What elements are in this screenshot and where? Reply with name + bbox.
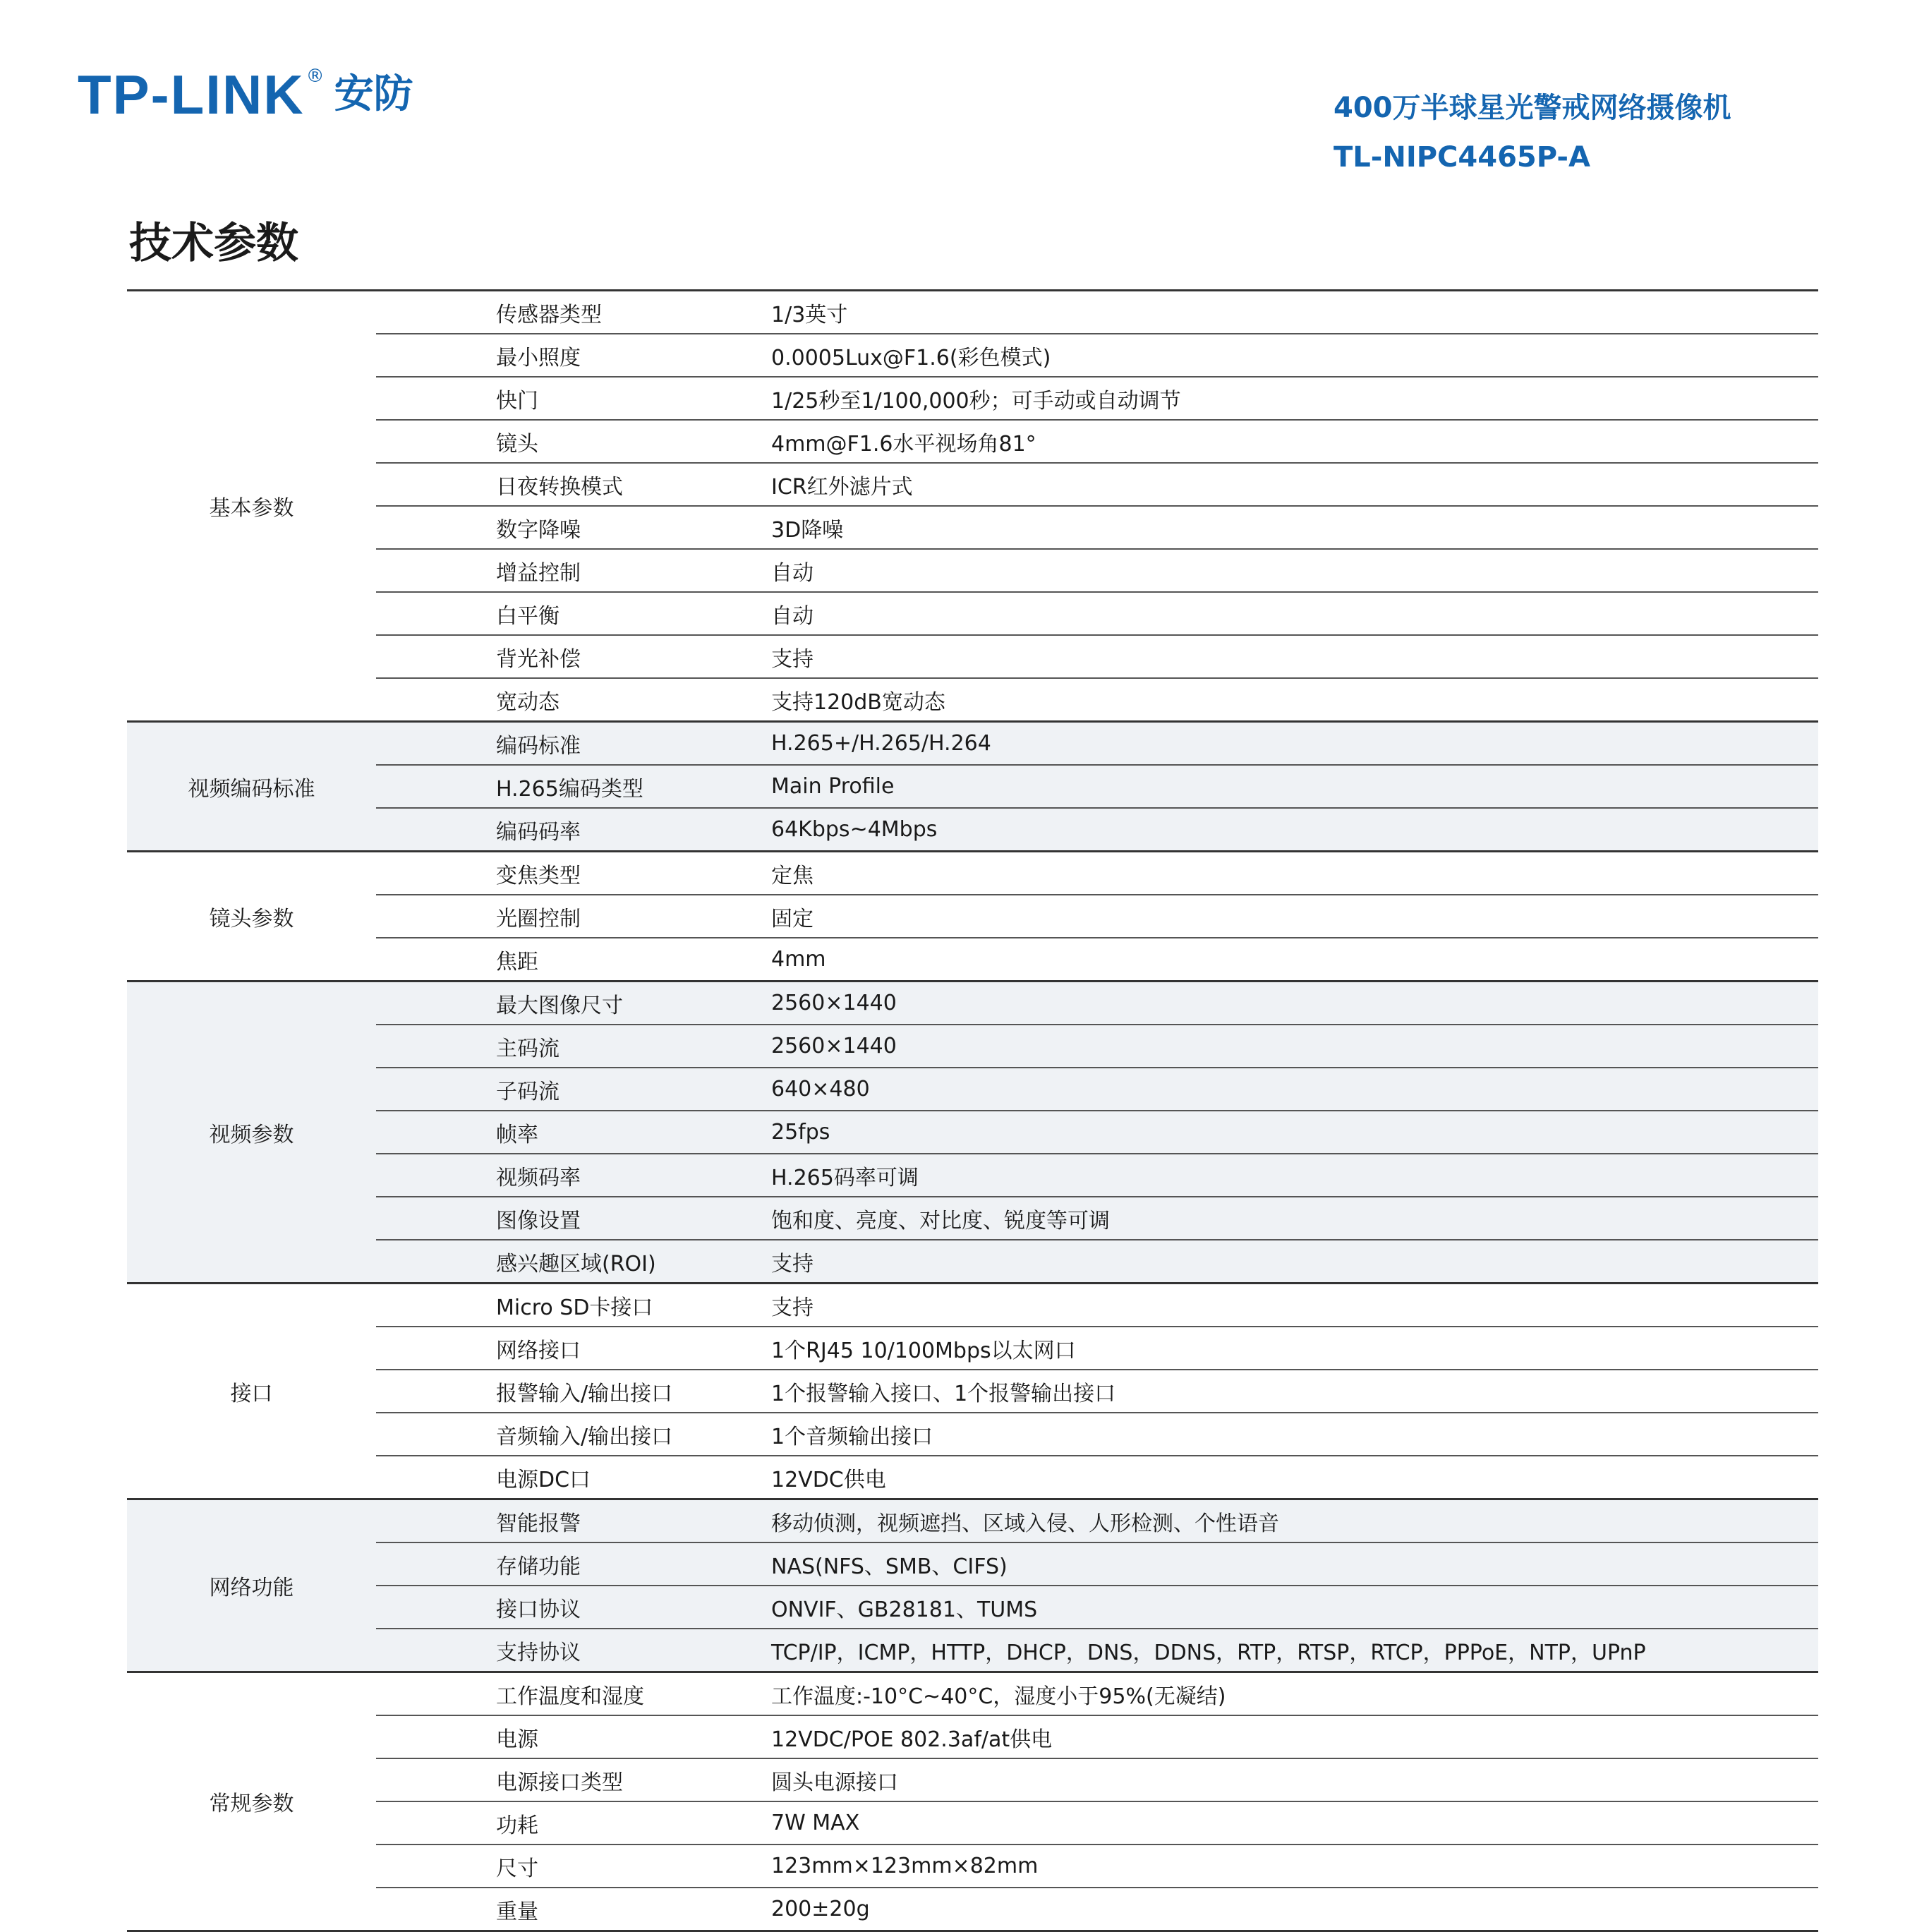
product-info xyxy=(1334,83,1731,182)
spec-key: H.265编码类型 xyxy=(496,776,643,802)
spec-key: 主码流 xyxy=(496,1036,560,1061)
spec-key: 网络接口 xyxy=(496,1338,581,1363)
spec-key: 背光补偿 xyxy=(496,646,581,672)
spec-table xyxy=(127,289,1818,1932)
spec-value: ICR红外滤片式 xyxy=(771,474,913,500)
spec-group xyxy=(127,982,1818,1284)
group-label: 视频编码标准 xyxy=(188,776,315,802)
spec-value: 12VDC/POE 802.3af/at供电 xyxy=(771,1727,1053,1752)
spec-key: 快门 xyxy=(496,388,538,413)
spec-key: 电源DC口 xyxy=(496,1467,591,1492)
spec-value: 1/25秒至1/100,000秒；可手动或自动调节 xyxy=(771,388,1181,413)
spec-row xyxy=(376,1370,1818,1413)
spec-row xyxy=(376,1802,1818,1845)
spec-value: H.265码率可调 xyxy=(771,1165,919,1190)
spec-key: 工作温度和湿度 xyxy=(496,1684,644,1709)
section-title: 技术参数 xyxy=(129,219,298,268)
spec-row xyxy=(376,1759,1818,1802)
spec-value: 圆头电源接口 xyxy=(771,1770,898,1795)
spec-value: 支持 xyxy=(771,646,814,672)
group-label: 镜头参数 xyxy=(209,906,294,931)
spec-row xyxy=(376,1327,1818,1370)
spec-row xyxy=(376,464,1818,507)
spec-value: ONVIF、GB28181、TUMS xyxy=(771,1597,1038,1622)
spec-row xyxy=(376,1586,1818,1629)
spec-group xyxy=(127,1284,1818,1500)
group-label: 基本参数 xyxy=(209,496,294,521)
spec-value: 7W MAX xyxy=(771,1811,860,1835)
spec-key: 焦距 xyxy=(496,949,538,974)
spec-key: 音频输入/输出接口 xyxy=(496,1424,673,1449)
spec-value: 移动侦测，视频遮挡、区域入侵、人形检测、个性语音 xyxy=(771,1511,1279,1536)
group-label: 网络功能 xyxy=(209,1576,294,1600)
spec-key: 镜头 xyxy=(496,431,538,457)
logo-cn-text: 安防 xyxy=(334,71,413,117)
spec-key: 最小照度 xyxy=(496,345,581,370)
spec-row xyxy=(376,1716,1818,1759)
spec-value: NAS(NFS、SMB、CIFS) xyxy=(771,1554,1008,1579)
spec-row xyxy=(376,938,1818,980)
spec-row xyxy=(376,1154,1818,1197)
product-model: TL-NIPC4465P-A xyxy=(1334,141,1590,174)
spec-key: 日夜转换模式 xyxy=(496,474,623,500)
spec-value: 200±20g xyxy=(771,1897,870,1921)
spec-group xyxy=(127,723,1818,852)
spec-row xyxy=(376,895,1818,938)
spec-row xyxy=(376,378,1818,421)
registered-mark: ® xyxy=(306,66,325,87)
spec-row xyxy=(376,766,1818,809)
group-rows xyxy=(376,291,1818,720)
spec-key: 帧率 xyxy=(496,1122,538,1147)
spec-row xyxy=(376,809,1818,850)
spec-row xyxy=(376,1413,1818,1456)
spec-row xyxy=(376,1068,1818,1111)
brand-logo xyxy=(78,64,413,126)
spec-row xyxy=(376,421,1818,464)
spec-key: 编码码率 xyxy=(496,819,581,845)
spec-key: 图像设置 xyxy=(496,1208,581,1233)
spec-row xyxy=(376,1543,1818,1586)
spec-key: 功耗 xyxy=(496,1813,538,1838)
spec-row xyxy=(376,1197,1818,1240)
spec-key: 存储功能 xyxy=(496,1554,581,1579)
spec-row xyxy=(376,550,1818,593)
spec-key: 视频码率 xyxy=(496,1165,581,1190)
spec-row xyxy=(376,982,1818,1025)
spec-value: 64Kbps~4Mbps xyxy=(771,817,938,842)
spec-row xyxy=(376,1111,1818,1154)
spec-row xyxy=(376,334,1818,378)
spec-value: 1个报警输入接口、1个报警输出接口 xyxy=(771,1381,1116,1406)
logo-text: TP-LINK xyxy=(78,64,305,126)
spec-key: 数字降噪 xyxy=(496,517,581,543)
spec-key: 增益控制 xyxy=(496,560,581,586)
product-name: 400万半球星光警戒网络摄像机 xyxy=(1334,92,1731,124)
spec-key: 感兴趣区域(ROI) xyxy=(496,1251,656,1276)
spec-value: 12VDC供电 xyxy=(771,1467,886,1492)
spec-value: 1/3英寸 xyxy=(771,302,848,327)
spec-row xyxy=(376,1845,1818,1888)
spec-row xyxy=(376,593,1818,636)
spec-value: 4mm@F1.6水平视场角81° xyxy=(771,431,1036,457)
spec-value: 4mm xyxy=(771,947,826,972)
spec-row xyxy=(376,723,1818,766)
spec-row xyxy=(376,507,1818,550)
group-rows xyxy=(376,982,1818,1282)
spec-row xyxy=(376,852,1818,895)
spec-value: 工作温度:-10°C~40°C，湿度小于95%(无凝结) xyxy=(771,1684,1226,1709)
spec-value: 3D降噪 xyxy=(771,517,844,543)
spec-value: 支持 xyxy=(771,1251,814,1276)
spec-group xyxy=(127,852,1818,982)
spec-value: 定焦 xyxy=(771,863,814,888)
spec-value: H.265+/H.265/H.264 xyxy=(771,731,991,756)
spec-value: 2560×1440 xyxy=(771,1034,897,1058)
spec-row xyxy=(376,1888,1818,1930)
group-rows xyxy=(376,852,1818,980)
spec-key: 重量 xyxy=(496,1899,538,1924)
spec-key: 支持协议 xyxy=(496,1640,581,1665)
spec-key: 子码流 xyxy=(496,1079,560,1104)
group-label: 视频参数 xyxy=(209,1122,294,1147)
spec-group xyxy=(127,291,1818,723)
spec-key: 宽动态 xyxy=(496,689,560,715)
group-rows xyxy=(376,1500,1818,1671)
spec-row xyxy=(376,1673,1818,1716)
spec-key: Micro SD卡接口 xyxy=(496,1295,653,1320)
spec-group xyxy=(127,1500,1818,1673)
spec-value: 2560×1440 xyxy=(771,991,897,1015)
spec-value: 自动 xyxy=(771,603,814,629)
spec-key: 电源接口类型 xyxy=(496,1770,623,1795)
spec-key: 编码标准 xyxy=(496,733,581,759)
spec-group xyxy=(127,1673,1818,1932)
spec-key: 变焦类型 xyxy=(496,863,581,888)
spec-key: 报警输入/输出接口 xyxy=(496,1381,673,1406)
spec-row xyxy=(376,1240,1818,1282)
spec-row xyxy=(376,291,1818,334)
spec-value: 饱和度、亮度、对比度、锐度等可调 xyxy=(771,1208,1110,1233)
spec-value: Main Profile xyxy=(771,774,895,799)
spec-key: 智能报警 xyxy=(496,1511,581,1536)
spec-value: 1个RJ45 10/100Mbps以太网口 xyxy=(771,1338,1076,1363)
spec-value: 支持 xyxy=(771,1295,814,1320)
spec-key: 尺寸 xyxy=(496,1856,538,1881)
spec-value: 0.0005Lux@F1.6(彩色模式) xyxy=(771,345,1051,370)
spec-value: 自动 xyxy=(771,560,814,586)
spec-row xyxy=(376,679,1818,720)
group-label: 常规参数 xyxy=(209,1792,294,1816)
group-rows xyxy=(376,723,1818,850)
spec-value: 支持120dB宽动态 xyxy=(771,689,945,715)
spec-row xyxy=(376,1456,1818,1498)
spec-row xyxy=(376,1629,1818,1671)
spec-value: 1个音频输出接口 xyxy=(771,1424,933,1449)
spec-row xyxy=(376,1284,1818,1327)
spec-key: 传感器类型 xyxy=(496,302,602,327)
spec-value: 123mm×123mm×82mm xyxy=(771,1854,1039,1878)
group-rows xyxy=(376,1284,1818,1498)
group-label: 接口 xyxy=(230,1381,273,1406)
spec-value: TCP/IP，ICMP，HTTP，DHCP，DNS，DDNS，RTP，RTSP，RTCP，PPPoE，NTP，UPnP xyxy=(771,1640,1646,1665)
spec-value: 640×480 xyxy=(771,1077,870,1101)
spec-value: 25fps xyxy=(771,1120,830,1145)
spec-key: 最大图像尺寸 xyxy=(496,993,623,1018)
spec-key: 接口协议 xyxy=(496,1597,581,1622)
spec-row xyxy=(376,1025,1818,1068)
spec-row xyxy=(376,1500,1818,1543)
spec-key: 白平衡 xyxy=(496,603,560,629)
spec-value: 固定 xyxy=(771,906,814,931)
spec-row xyxy=(376,636,1818,679)
group-rows xyxy=(376,1673,1818,1930)
spec-key: 电源 xyxy=(496,1727,538,1752)
spec-key: 光圈控制 xyxy=(496,906,581,931)
